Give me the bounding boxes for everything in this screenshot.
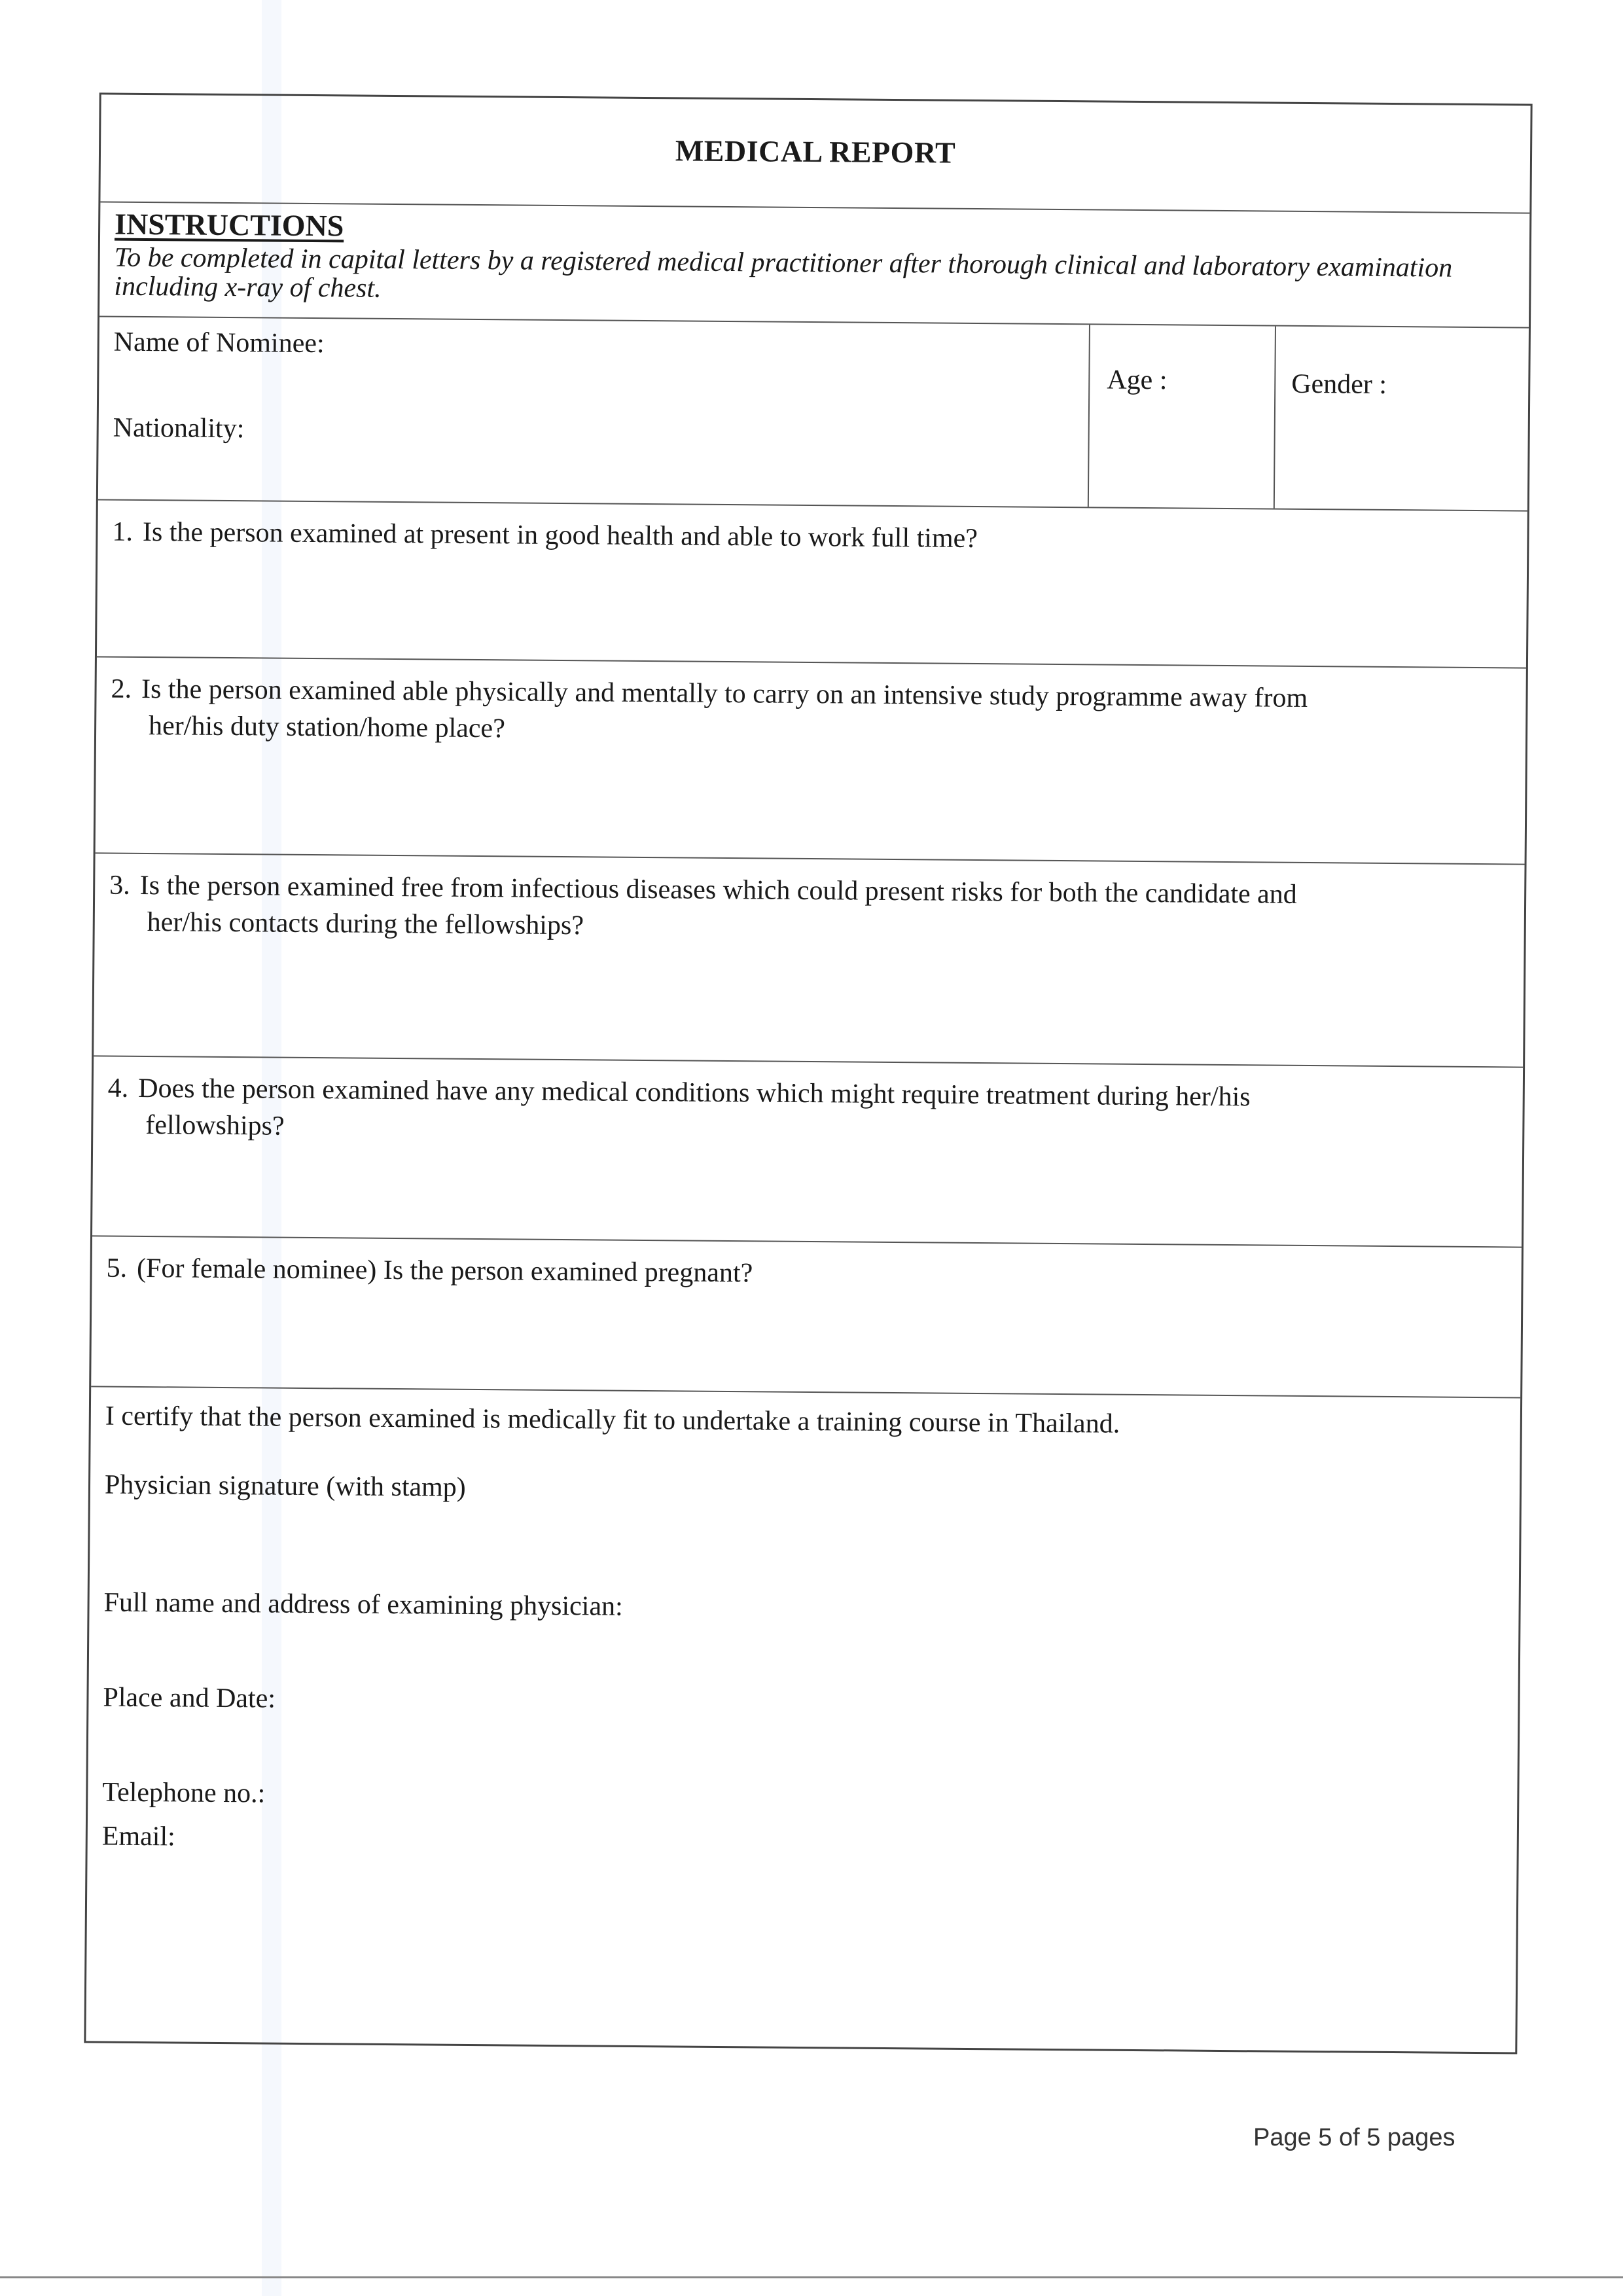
question-number: 3. bbox=[109, 870, 130, 901]
question-1 bbox=[112, 514, 1499, 562]
question-text-continued: fellowships? bbox=[145, 1110, 285, 1141]
question-text-continued: her/his contacts during the fellowships? bbox=[147, 907, 584, 941]
question-4 bbox=[107, 1070, 1495, 1155]
question-3 bbox=[109, 867, 1497, 952]
certification-statement: I certify that the person examined is medically fit to undertake a training course in Thailand. bbox=[105, 1401, 1120, 1439]
question-2 bbox=[111, 671, 1499, 755]
medical-report-form bbox=[84, 92, 1532, 2054]
instructions-text: To be completed in capital letters by a registered medical practitioner after thorough clinical and laboratory examination including x-ray of chest. bbox=[114, 242, 1453, 304]
instructions-heading: INSTRUCTIONS bbox=[114, 207, 344, 243]
title-row bbox=[100, 94, 1530, 213]
form-title: MEDICAL REPORT bbox=[675, 134, 956, 170]
question-1-row[interactable] bbox=[97, 500, 1527, 668]
question-3-row[interactable] bbox=[94, 853, 1524, 1067]
question-text: Is the person examined free from infectious diseases which could present risks for both the candidate and bbox=[139, 870, 1297, 910]
scan-edge-line bbox=[0, 2276, 1623, 2278]
question-text: (For female nominee) Is the person examined pregnant? bbox=[136, 1253, 753, 1289]
nominee-details-row bbox=[98, 317, 1529, 511]
question-text-continued: her/his duty station/home place? bbox=[148, 711, 505, 744]
physician-signature-field[interactable]: Physician signature (with stamp) bbox=[104, 1469, 466, 1503]
place-date-field[interactable]: Place and Date: bbox=[103, 1682, 276, 1714]
nominee-name-field[interactable]: Name of Nominee: bbox=[113, 327, 325, 359]
instructions-section bbox=[99, 202, 1529, 328]
question-text: Is the person examined at present in good health and able to work full time? bbox=[142, 516, 978, 554]
question-5-row[interactable] bbox=[91, 1236, 1522, 1398]
question-text: Does the person examined have any medical conditions which might require treatment during her/his bbox=[138, 1073, 1251, 1113]
question-5 bbox=[106, 1250, 1493, 1298]
question-2-row[interactable] bbox=[96, 657, 1526, 865]
certification-section bbox=[86, 1387, 1520, 2056]
nationality-field[interactable]: Nationality: bbox=[113, 412, 245, 444]
physician-name-address-field[interactable]: Full name and address of examining physician: bbox=[103, 1587, 623, 1622]
page-number: Page 5 of 5 pages bbox=[1253, 2124, 1455, 2151]
gender-field[interactable]: Gender : bbox=[1291, 368, 1387, 400]
question-number: 2. bbox=[111, 673, 132, 704]
column-divider bbox=[1088, 325, 1090, 507]
age-field[interactable]: Age : bbox=[1107, 365, 1168, 396]
question-number: 1. bbox=[112, 516, 134, 547]
email-field[interactable]: Email: bbox=[101, 1821, 175, 1852]
question-text: Is the person examined able physically and mentally to carry on an intensive study programme away from bbox=[141, 673, 1308, 713]
column-divider bbox=[1274, 327, 1276, 509]
telephone-field[interactable]: Telephone no.: bbox=[102, 1777, 266, 1809]
question-number: 4. bbox=[107, 1073, 129, 1103]
question-number: 5. bbox=[106, 1253, 128, 1283]
question-4-row[interactable] bbox=[92, 1056, 1523, 1247]
